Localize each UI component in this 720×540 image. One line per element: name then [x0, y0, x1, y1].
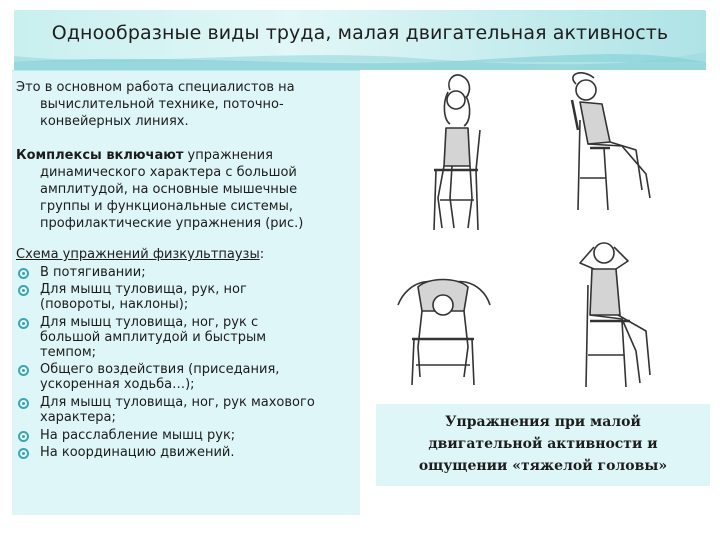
complex-line-3: амплитудой, на основные мышечные	[40, 182, 298, 197]
page-title: Однообразные виды труда, малая двигательная активность	[51, 22, 669, 44]
bullet-2-line-2: (повороты, наклоны);	[40, 297, 189, 312]
bullet-3-line-3: темпом;	[40, 345, 97, 360]
figure-sitting-stretch-arms-up	[420, 70, 500, 240]
caption-line-3: ощущении «тяжелой головы»	[418, 458, 668, 474]
circle-bullet-icon	[18, 365, 29, 376]
complex-line-5: профилактические упражнения (рис.)	[40, 216, 304, 231]
intro-line-1: Это в основном работа специалистов на	[16, 80, 295, 95]
complex-line-4: группы и функциональные системы,	[40, 199, 294, 214]
caption-line-2: двигательной активности и	[428, 436, 658, 452]
figure-sitting-hands-behind-head	[560, 235, 660, 395]
bullet-1-line-1: В потягивании;	[40, 265, 146, 280]
figure-sitting-lean-back	[560, 70, 660, 220]
circle-bullet-icon	[18, 318, 29, 329]
bullet-4-line-2: ускоренная ходьба…);	[40, 377, 195, 392]
bullet-7-line-1: На координацию движений.	[40, 445, 235, 460]
caption-line-1: Упражнения при малой	[445, 414, 641, 430]
circle-bullet-icon	[18, 448, 29, 459]
circle-bullet-icon	[18, 268, 29, 279]
bullet-3-line-2: большой амплитудой и быстрым	[40, 330, 267, 345]
scheme-heading-colon: :	[259, 247, 265, 262]
bullet-5-line-1: Для мышц туловища, ног, рук махового	[40, 395, 315, 410]
complex-line-2: динамического характера с большой	[40, 165, 297, 180]
title-band	[14, 10, 706, 62]
circle-bullet-icon	[18, 431, 29, 442]
circle-bullet-icon	[18, 285, 29, 296]
scheme-heading-text: Схема упражнений физкультпаузы	[16, 247, 260, 262]
title-wave-decoration	[14, 48, 706, 70]
complex-line-1-rest: упражнения	[183, 148, 273, 163]
complex-line-1	[16, 148, 273, 165]
scheme-heading	[16, 247, 264, 264]
circle-bullet-icon	[18, 398, 29, 409]
complex-bold-label: Комплексы включают	[16, 148, 184, 163]
bullet-3-line-1: Для мышц туловища, ног, рук с	[40, 315, 259, 330]
bullet-6-line-1: На расслабление мышц рук;	[40, 428, 236, 443]
bullet-2-line-1: Для мышц туловища, рук, ног	[40, 282, 247, 297]
figure-sitting-bend-forward	[388, 265, 498, 390]
bullet-5-line-2: характера;	[40, 410, 116, 425]
intro-line-3: конвейерных линиях.	[40, 114, 189, 129]
intro-line-2: вычислительной технике, поточно-	[40, 97, 284, 112]
bullet-4-line-1: Общего воздействия (приседания,	[40, 362, 280, 377]
figure-caption-box	[376, 404, 710, 486]
